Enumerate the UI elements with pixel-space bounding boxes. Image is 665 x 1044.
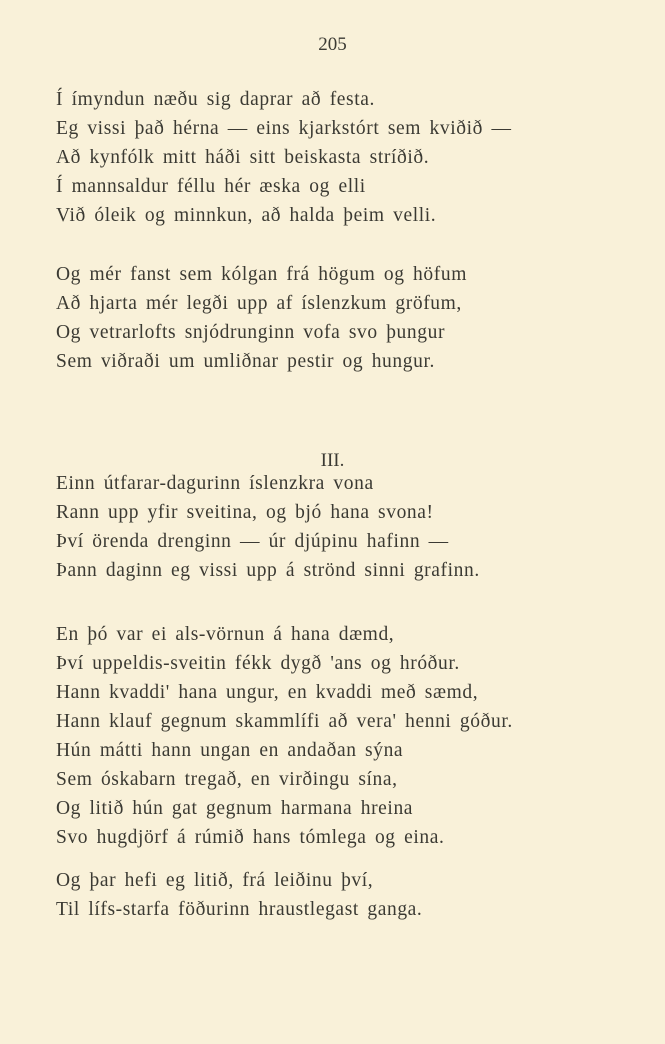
verse-line: Hann klauf gegnum skammlífi að vera' henni góður. xyxy=(56,711,513,732)
verse-line: En þó var ei als-vörnun á hana dæmd, xyxy=(56,624,395,645)
verse-line: Svo hugdjörf á rúmið hans tómlega og eina. xyxy=(56,827,445,848)
verse-line: Og litið hún gat gegnum harmana hreina xyxy=(56,798,414,819)
verse-line: Og þar hefi eg litið, frá leiðinu því, xyxy=(56,870,374,891)
verse-line: Til lífs-starfa föðurinn hraustlegast ganga. xyxy=(56,899,423,920)
verse-line: Þann daginn eg vissi upp á strönd sinni grafinn. xyxy=(56,560,480,581)
verse-line: Einn útfarar-dagurinn íslenzkra vona xyxy=(56,473,374,494)
verse-line: Og vetrarlofts snjódrunginn vofa svo þungur xyxy=(56,322,446,343)
page-number: 205 xyxy=(318,34,347,55)
verse-line: Og mér fanst sem kólgan frá högum og höfum xyxy=(56,264,467,285)
stanza-4 xyxy=(56,620,656,852)
verse-line: Eg vissi það hérna — eins kjarkstórt sem kviðið — xyxy=(56,118,512,139)
verse-line: Hún mátti hann ungan en andaðan sýna xyxy=(56,740,404,761)
verse-line: Sem viðraði um umliðnar pestir og hungur. xyxy=(56,351,435,372)
stanza-2 xyxy=(56,260,656,376)
verse-line: Í ímyndun næðu sig daprar að festa. xyxy=(56,89,375,110)
verse-line: Sem óskabarn tregað, en virðingu sína, xyxy=(56,769,398,790)
verse-line: Að kynfólk mitt háði sitt beiskasta stríðið. xyxy=(56,147,430,168)
verse-line: Því örenda drenginn — úr djúpinu hafinn — xyxy=(56,531,449,552)
stanza-1 xyxy=(56,85,656,230)
verse-line: Við óleik og minnkun, að halda þeim velli. xyxy=(56,205,437,226)
section-heading: III. xyxy=(320,450,345,471)
stanza-3 xyxy=(56,469,656,585)
verse-line: Í mannsaldur féllu hér æska og elli xyxy=(56,176,366,197)
verse-line: Hann kvaddi' hana ungur, en kvaddi með sæmd, xyxy=(56,682,479,703)
verse-line: Að hjarta mér legði upp af íslenzkum gröfum, xyxy=(56,293,462,314)
verse-line: Því uppeldis-sveitin fékk dygð 'ans og hróður. xyxy=(56,653,460,674)
stanza-5 xyxy=(56,866,656,924)
verse-line: Rann upp yfir sveitina, og bjó hana svona! xyxy=(56,502,434,523)
